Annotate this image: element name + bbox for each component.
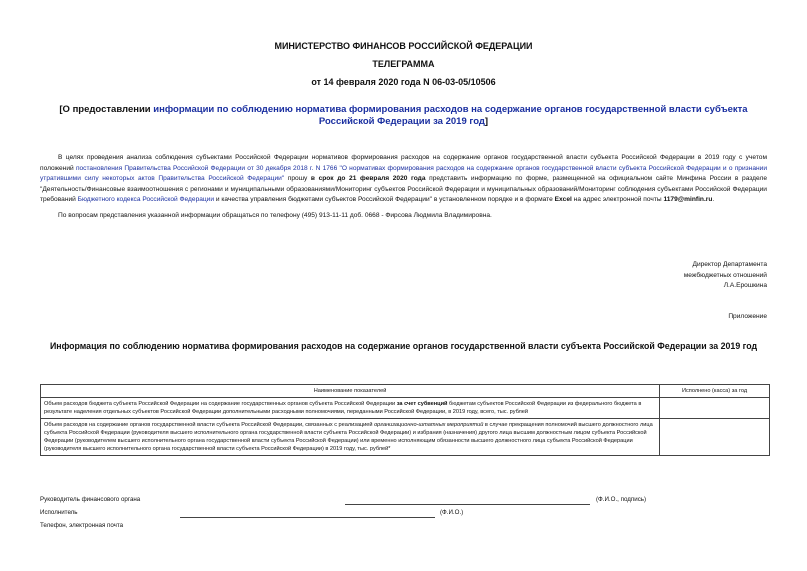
document-date-number: от 14 февраля 2020 года N 06-03-05/10506: [311, 77, 496, 87]
cell-text: бюджетам субъектов Российской Федерации из федерального бюджета в результате наделения отдельных субъектов Российской Федерации дополнительными расходными полномочиями, переданными Российской Федерации, в 2019 году, всего, тыс. рублей: [44, 401, 642, 415]
table-row: [41, 398, 770, 419]
body-text-segment: и качества управления бюджетами субъектов Российской Федерации" в установленном порядке и в формате: [214, 196, 555, 203]
appendix-label: Приложение: [728, 313, 767, 320]
report-table: [40, 384, 770, 456]
table-header-row: [41, 385, 770, 398]
resolution-link[interactable]: постановления Правительства Российской Федерации от 30 декабря 2018 г. N 1766 "О нормативах формирования расходов на содержание органов государственной власти субъекта Российской Федерации и о признании утратившими силу некоторых актов Правительства Российской Федерации": [40, 164, 767, 182]
contact-label: Телефон, электронная почта: [40, 522, 124, 529]
cell-text: Объем расходов бюджета субъекта Российской Федерации на содержание государственных органов субъекта Российской Федерации: [44, 401, 397, 407]
body-text-segment: представить информацию по форме, размещенной на официальном сайте Минфина России в разделе "Деятельность/Финансовые взаимоотношения с регионами и муниципальными образованиями/Мониторинг субъектов Российской Федерации и муниципальных образований/Мониторинг соблюдения субъектами Российской Федерации требований: [40, 175, 767, 203]
executor-hint: (Ф.И.О.): [440, 509, 464, 516]
head-signature-label: Руководитель финансового органа: [40, 496, 141, 503]
cell-text: Объем расходов на содержание органов государственной власти субъекта Российской Федерации, связанных с реализацией: [44, 422, 375, 428]
signer-position: Директор Департамента: [692, 261, 767, 268]
email-text: 1179@minfin.ru: [663, 196, 713, 203]
telegram-body: [40, 153, 767, 221]
cell-emphasis: за счет субвенций: [396, 401, 448, 407]
appendix-title: Информация по соблюдению норматива формирования расходов на содержание органов государственной власти субъекта Российской Федерации за 2019 год: [49, 341, 758, 351]
signer-department: межбюджетных отношений: [683, 271, 767, 279]
format-text: Excel: [554, 196, 572, 203]
signer-block: [567, 260, 767, 292]
table-row: [41, 419, 770, 456]
table-header-executed: Исполнено (касса) за год: [660, 385, 770, 398]
document-type: ТЕЛЕГРАММА: [372, 59, 435, 69]
signer-name: Л.А.Ерошкина: [723, 282, 767, 289]
head-signature-line[interactable]: [345, 504, 590, 505]
body-text-segment: В целях проведения анализа соблюдения субъектами Российской Федерации нормативов формирования расходов на содержание органов государственной власти субъекта Российской Федерации в 2019 году с учетом положений: [40, 154, 767, 172]
body-text-segment: на адрес электронной почты: [571, 196, 664, 203]
subject-suffix: ]: [484, 116, 489, 127]
body-text-segment: .: [712, 196, 715, 203]
table-cell-indicator: [41, 398, 660, 419]
table-cell-value[interactable]: [660, 419, 770, 456]
head-signature-hint: (Ф.И.О., подпись): [596, 496, 647, 503]
body-paragraph-1: [40, 153, 767, 206]
body-paragraph-2: По вопросам представления указанной информации обращаться по телефону (495) 913-11-11 доб. 0668 - Фирсова Людмила Владимировна.: [58, 211, 492, 219]
table-cell-value[interactable]: [660, 398, 770, 419]
table-header-indicator: Наименование показателей: [41, 385, 660, 398]
executor-signature-line[interactable]: [180, 517, 435, 518]
ministry-title: МИНИСТЕРСТВО ФИНАНСОВ РОССИЙСКОЙ ФЕДЕРАЦИИ: [274, 41, 533, 51]
executor-label: Исполнитель: [40, 509, 78, 516]
subject-link[interactable]: информации по соблюдению норматива формирования расходов на содержание органов государственной власти субъекта Российской Федерации за 2019 год: [153, 104, 748, 127]
cell-text: в случае прекращения полномочий высшего должностного лица субъекта Российской Федерации (руководителя высшего исполнительного органа государственной власти субъекта Российской Федерации) и избрания (назначения) другого лица высшим должностным лицом субъекта Российской Федерации (руководителем высшего исполнительного органа государственной власти субъекта Российской Федерации) или временно исполняющим обязанности высшего должностного лица субъекта Российской Федерации (руководителя высшего исполнительного органа государственной власти субъекта Российской Федерации) в 2019 году, тыс. рублей*: [44, 422, 653, 452]
deadline-text: в срок до 21 февраля 2020 года: [310, 175, 426, 182]
body-text-segment: прошу: [284, 175, 311, 182]
subject-prefix: [О предоставлении: [59, 104, 154, 115]
cell-emphasis: организационно-штатных мероприятий: [374, 422, 484, 428]
table-cell-indicator: [41, 419, 660, 456]
document-subject: [40, 104, 767, 128]
budget-code-link[interactable]: Бюджетного кодекса Российской Федерации: [77, 196, 215, 203]
